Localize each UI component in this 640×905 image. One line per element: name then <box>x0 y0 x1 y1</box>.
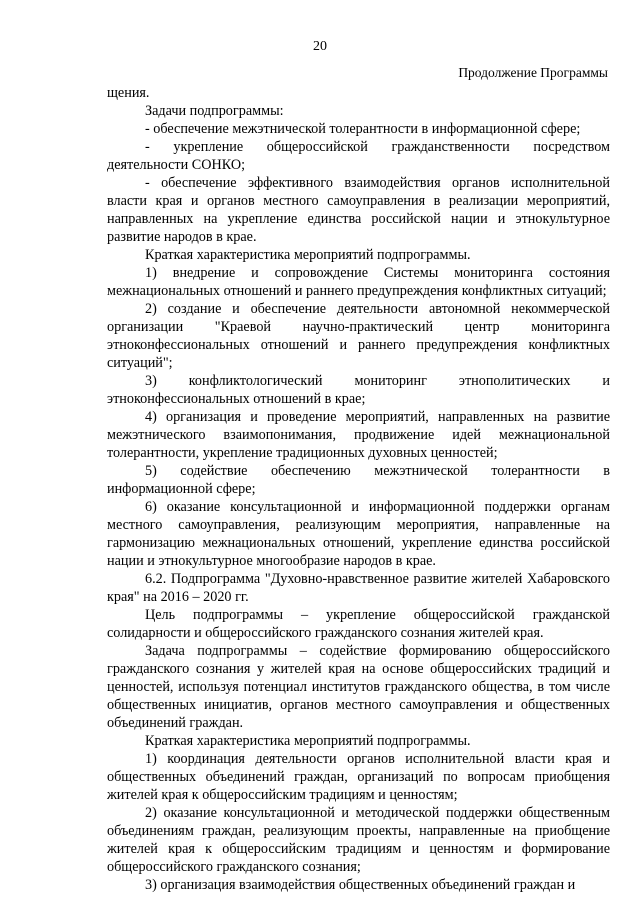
paragraph-measure-2-1: 1) координация деятельности органов исполнительной власти края и общественных объединений граждан, организаций по вопросам приобщения жителей края к общероссийским традициям и ценностям; <box>107 751 610 803</box>
paragraph-task-1: - обеспечение межэтнической толерантности в информационной сфере; <box>145 121 581 137</box>
paragraph-measure-6: 6) оказание консультационной и информационной поддержки органам местного самоуправления, реализующим мероприятия, направленные на гармонизацию межнациональных отношений, укрепление единства российской нации и этнокультурное многообразие народов в крае. <box>107 499 610 569</box>
page-number: 20 <box>313 39 327 54</box>
paragraph-measure-3: 3) конфликтологический мониторинг этнополитических и этноконфессиональных отношений в крае; <box>107 373 610 407</box>
paragraph-measures-heading: Краткая характеристика мероприятий подпрограммы. <box>145 247 471 263</box>
paragraph-measure-2-3: 3) организация взаимодействия общественных объединений граждан и <box>145 877 576 893</box>
paragraph-measure-5: 5) содействие обеспечению межэтнической толерантности в информационной сфере; <box>107 463 610 497</box>
paragraph-measure-1: 1) внедрение и сопровождение Системы мониторинга состояния межнациональных отношений и раннего предупреждения конфликтных ситуаций; <box>107 265 610 299</box>
paragraph-measure-2: 2) создание и обеспечение деятельности автономной некоммерческой организации "Краевой научно-практический центр мониторинга этноконфессиональных отношений и раннего предупреждения конфликтных ситуаций"; <box>107 301 610 371</box>
continuation-label: Продолжение Программы <box>458 65 608 80</box>
paragraph-measure-2-2: 2) оказание консультационной и методической поддержки общественным объединениям граждан, реализующим проекты, направленные на приобщение жителей края к общероссийским традициям и ценностям и формирование общероссийского гражданского сознания; <box>107 805 610 875</box>
paragraph-task-3: - обеспечение эффективного взаимодействия органов исполнительной власти края и органов местного самоуправления в реализации мероприятий, направленных на укрепление единства российской нации и этнокультурное развитие народов в крае. <box>107 175 610 245</box>
paragraph-goal: Цель подпрограммы – укрепление общероссийской гражданской солидарности и общероссийского гражданского сознания жителей края. <box>107 607 610 641</box>
paragraph-continuation: щения. <box>107 85 150 101</box>
paragraph-measures-heading-2: Краткая характеристика мероприятий подпрограммы. <box>145 733 471 749</box>
document-body <box>107 84 610 894</box>
paragraph-tasks-heading: Задачи подпрограммы: <box>145 103 284 119</box>
paragraph-task-2: - укрепление общероссийской гражданственности посредством деятельности СОНКО; <box>107 139 610 173</box>
paragraph-measure-4: 4) организация и проведение мероприятий, направленных на развитие межэтнического взаимопонимания, продвижение идей межнациональной толерантности, укрепление традиционных духовных ценностей; <box>107 409 610 461</box>
paragraph-section-6-2: 6.2. Подпрограмма "Духовно-нравственное развитие жителей Хабаровского края" на 2016 – 2020 гг. <box>107 571 610 605</box>
paragraph-task: Задача подпрограммы – содействие формированию общероссийского гражданского сознания у жителей края на основе общероссийских традиций и ценностей, используя потенциал институтов гражданского общества, в том числе общественных инициатив, органов местного самоуправления и общественных объединений граждан. <box>107 643 610 731</box>
